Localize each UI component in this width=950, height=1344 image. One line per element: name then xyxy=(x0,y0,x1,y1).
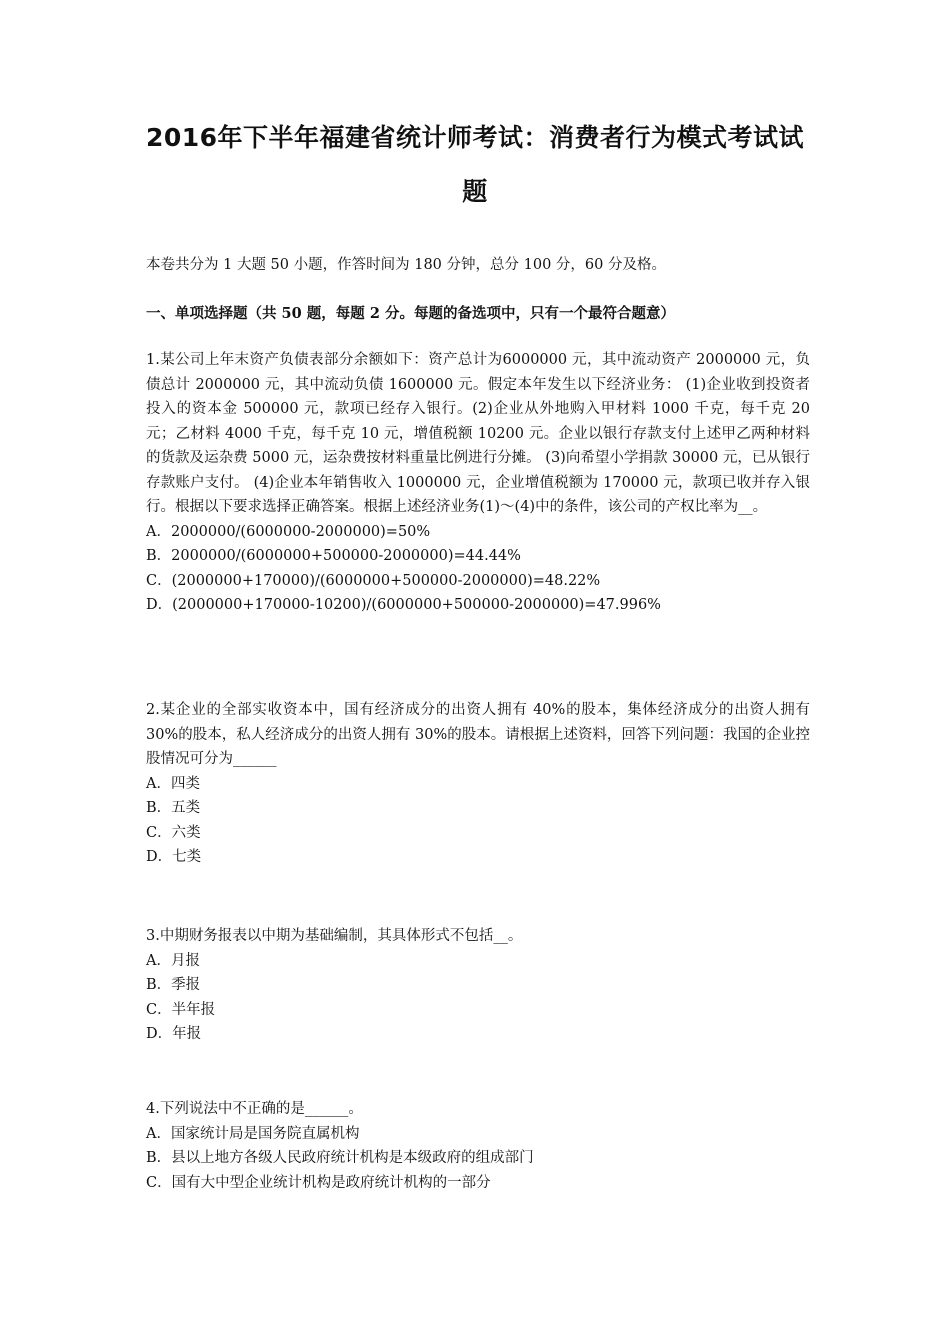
question-stem: 3.中期财务报表以中期为基础编制，其具体形式不包括__。 xyxy=(146,928,523,944)
document-title-line-2: 题 xyxy=(462,177,488,206)
option-b: B．季报 xyxy=(146,977,201,993)
document-title-line-1: 2016年下半年福建省统计师考试：消费者行为模式考试试 xyxy=(145,123,805,152)
exam-intro: 本卷共分为 1 大题 50 小题，作答时间为 180 分钟，总分 100 分，60 分及格。 xyxy=(146,257,666,273)
question-stem: 4.下列说法中不正确的是______。 xyxy=(146,1101,363,1117)
option-d: D．(2000000+170000-10200)/(6000000+500000-2000000)=47.996% xyxy=(146,597,661,613)
question-2 xyxy=(146,698,810,870)
question-4 xyxy=(146,1097,810,1195)
question-stem: 2.某企业的全部实收资本中，国有经济成分的出资人拥有 40%的股本，集体经济成分的出资人拥有 30%的股本，私人经济成分的出资人拥有 30%的股本。请根据上述资料，回答下列问题：我国的企业控股情况可分为______ xyxy=(146,702,810,767)
option-a: A．月报 xyxy=(146,952,200,969)
section-heading: 一、单项选择题（共 50 题，每题 2 分。每题的备选项中，只有一个最符合题意） xyxy=(146,305,675,322)
question-3 xyxy=(146,924,810,1047)
option-a: A．2000000/(6000000-2000000)=50% xyxy=(146,523,431,540)
option-b: B．五类 xyxy=(146,800,201,816)
question-stem: 1.某公司上年末资产负债表部分余额如下：资产总计为6000000 元，其中流动资产 2000000 元，负债总计 2000000 元，其中流动负债 1600000 元。假定本年发生以下经济业务： (1)企业收到投资者投入的资本金 500000 元，款项已经存入银行。(2)企业从外地购入甲材料 1000 千克，每千克 20 元；乙材料 4000 千克，每千克 10 元，增值税额 10200 元。企业以银行存款支付上述甲乙两种材料的货款及运杂费 5000 元，运杂费按材料重量比例进行分摊。 (3)向希望小学捐款 30000 元，已从银行存款账户支付。 (4)企业本年销售收入 1000000 元，企业增值税额为 170000 元，款项已收并存入银行。根据以下要求选择正确答案。根据上述经济业务(1)～(4)中的条件，该公司的产权比率为__。 xyxy=(146,352,810,515)
option-b: B．2000000/(6000000+500000-2000000)=44.44% xyxy=(146,548,521,564)
option-c: C．六类 xyxy=(146,824,201,841)
option-c: C．(2000000+170000)/(6000000+500000-2000000)=48.22% xyxy=(146,572,601,589)
option-a: A．四类 xyxy=(146,775,200,792)
option-d: D．年报 xyxy=(146,1026,202,1042)
option-c: C．半年报 xyxy=(146,1001,216,1018)
option-b: B．县以上地方各级人民政府统计机构是本级政府的组成部门 xyxy=(146,1150,534,1166)
question-1 xyxy=(146,348,810,618)
option-a: A．国家统计局是国务院直属机构 xyxy=(146,1125,360,1142)
option-d: D．七类 xyxy=(146,849,202,865)
option-c: C．国有大中型企业统计机构是政府统计机构的一部分 xyxy=(146,1174,491,1191)
